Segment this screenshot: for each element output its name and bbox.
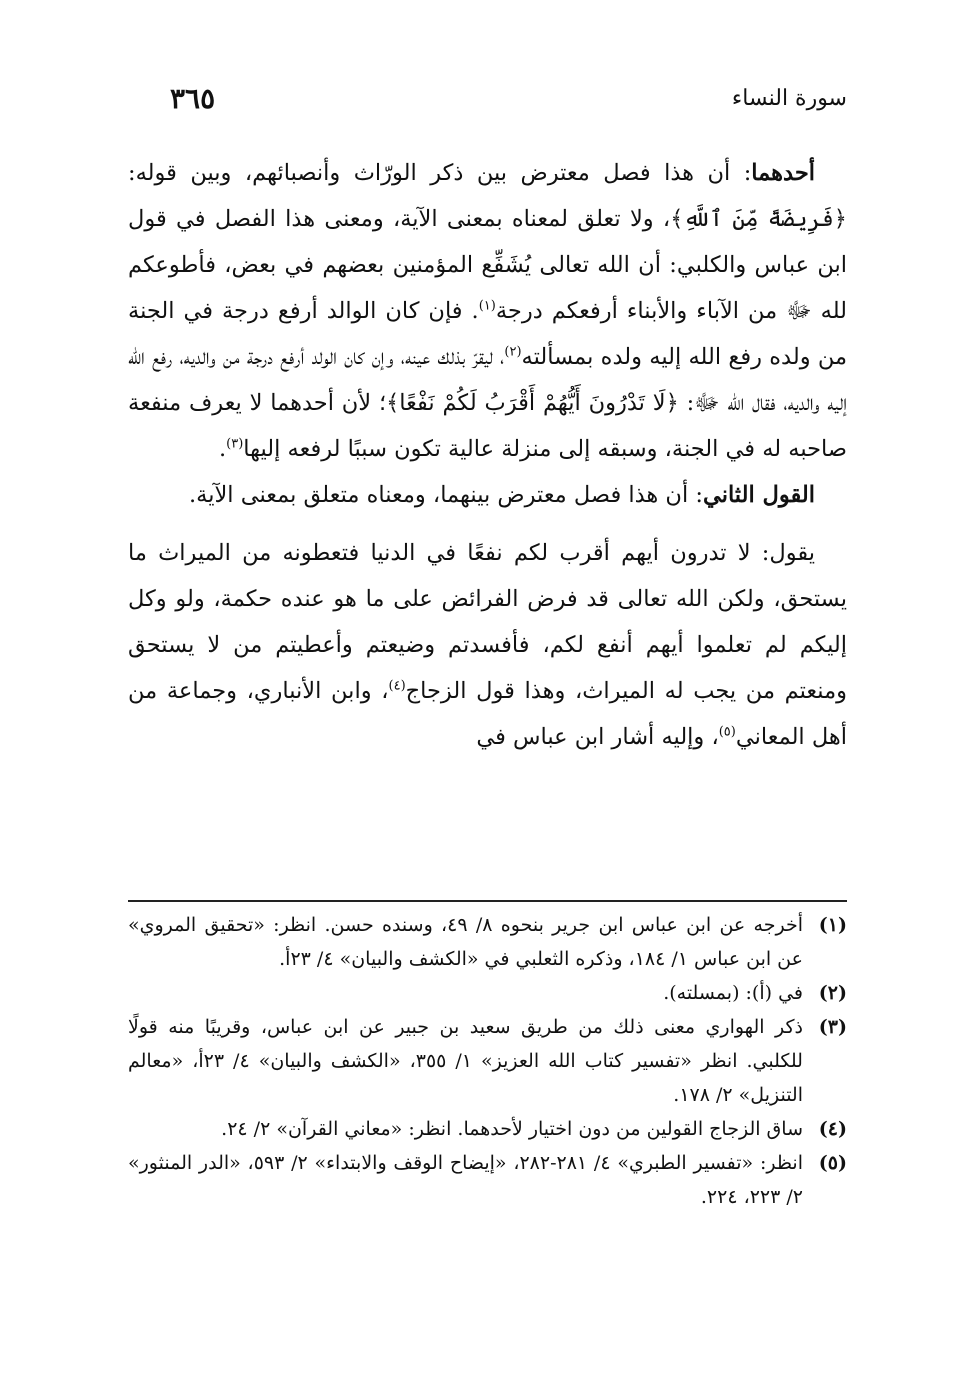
footnote-number: (٥)	[818, 1152, 847, 1174]
footnote-item	[128, 1010, 847, 1112]
paragraph-first-opinion	[128, 150, 847, 472]
footnote-item	[128, 1146, 847, 1214]
footnote-number: (٤)	[818, 1118, 847, 1140]
footnote-text: أخرجه عن ابن عباس ابن جرير بنحوه ٨/ ٤٩، وسنده حسن. انظر: «تحقيق المروي» عن ابن عباس ١/ ١٨٤، وذكره الثعلبي في «الكشف والبيان» ٤/ ٢٣أ.	[128, 914, 803, 970]
footnote-text: ذكر الهواري معنى ذلك من طريق سعيد بن جبير عن ابن عباس، وقريبًا منه قولًا للكلبي. انظر «تفسير كتاب الله العزيز» ١/ ٣٥٥، «الكشف والبيان» ٤/ ٢٣أ، «معالم التنزيل» ٢/ ١٧٨.	[128, 1016, 803, 1106]
text-run: ؛ لأن أحدهما لا يعرف منفعة صاحبه له في الجنة، وسبقه إلى منزلة عالية تكون سببًا لرفعه إليها	[128, 390, 847, 462]
text-run: .	[218, 436, 227, 462]
page-number: ٣٦٥	[170, 82, 216, 115]
footnote-divider	[128, 900, 847, 902]
paragraph-lead: أحدهما	[751, 160, 815, 186]
main-text	[128, 150, 847, 760]
footnote-ref: (٤)	[388, 678, 406, 694]
footnote-text: انظر: «تفسير الطبري» ٤/ ٢٨١-٢٨٢، «إيضاح الوقف والابتداء» ٢/ ٥٩٣، «الدر المنثور» ٢/ ٢٢٣، ٢٢٤.	[128, 1152, 803, 1208]
text-run: : أن هذا فصل معترض بينهما، ومعناه متعلق بمعنى الآية.	[188, 482, 703, 508]
text-run: ، وإليه أشار ابن عباس في	[476, 724, 719, 750]
footnote-ref: (١)	[478, 298, 496, 314]
running-header	[128, 82, 847, 122]
text-run: ، ليقرّ بذلك عينه، وإن كان الولد أرفع درجة من والديه، رفع الله إليه والديه، فقال الله ﷻ:	[128, 344, 847, 416]
text-run: ، ولا تعلق لمعناه بمعنى الآية، ومعنى هذا الفصل في قول ابن عباس والكلبي: أن الله تعالى يُشَفِّع المؤمنين بعضهم في بعض، فأطوعكم لله ﷻ من الآباء والأبناء أرفعكم درجة	[128, 206, 847, 324]
paragraph-lead: القول الثاني	[702, 482, 815, 508]
footnote-item	[128, 1112, 847, 1146]
footnote-number: (٣)	[818, 1016, 847, 1038]
footnote-item	[128, 976, 847, 1010]
surah-title: سورة النساء	[731, 86, 847, 111]
footnote-ref: (٣)	[226, 436, 244, 452]
text-run: يقول: لا تدرون أيهم أقرب لكم نفعًا في الدنيا فتعطونه من الميراث ما يستحق، ولكن الله تعالى قد فرض الفرائض على ما هو عنده حكمة، ولو وكل إليكم لم تعلموا أيهم أنفع لكم، فأفسدتم وضيعتم وأعطيتم من لا يستحق ومنعتم من يجب له الميراث، وهذا قول الزجاج	[128, 540, 847, 704]
footnote-number: (١)	[818, 914, 847, 936]
paragraph-second-opinion	[128, 472, 847, 518]
quran-quote: ﴿فَرِيضَةً مِّنَ ٱللَّهِ﴾	[670, 206, 847, 232]
quran-quote: ﴿لَا تَدْرُونَ أَيُّهُمْ أَقْرَبُ لَكُمْ نَفْعًا﴾	[386, 390, 679, 416]
footnote-ref: (٥)	[718, 724, 736, 740]
text-run: : أن هذا فصل معترض بين ذكر الورّاث وأنصبائهم، وبين قوله:	[128, 160, 752, 186]
footnote-number: (٢)	[818, 982, 847, 1004]
footnote-ref: (٢)	[504, 344, 522, 360]
footnote-text: ساق الزجاج القولين من دون اختيار لأحدهما. انظر: «معاني القرآن» ٢/ ٢٤.	[221, 1118, 803, 1140]
text-run: . فإن كان الوالد أرفع درجة في الجنة من ولده رفع الله إليه ولده بمسألته	[128, 298, 848, 370]
footnote-text: في (أ): (بمسلته).	[663, 982, 803, 1004]
footnote-item	[128, 908, 847, 976]
footnotes	[128, 908, 847, 1214]
text-run: ، وابن الأنباري، وجماعة من أهل المعاني	[128, 678, 847, 750]
paragraph-explanation	[128, 530, 847, 760]
